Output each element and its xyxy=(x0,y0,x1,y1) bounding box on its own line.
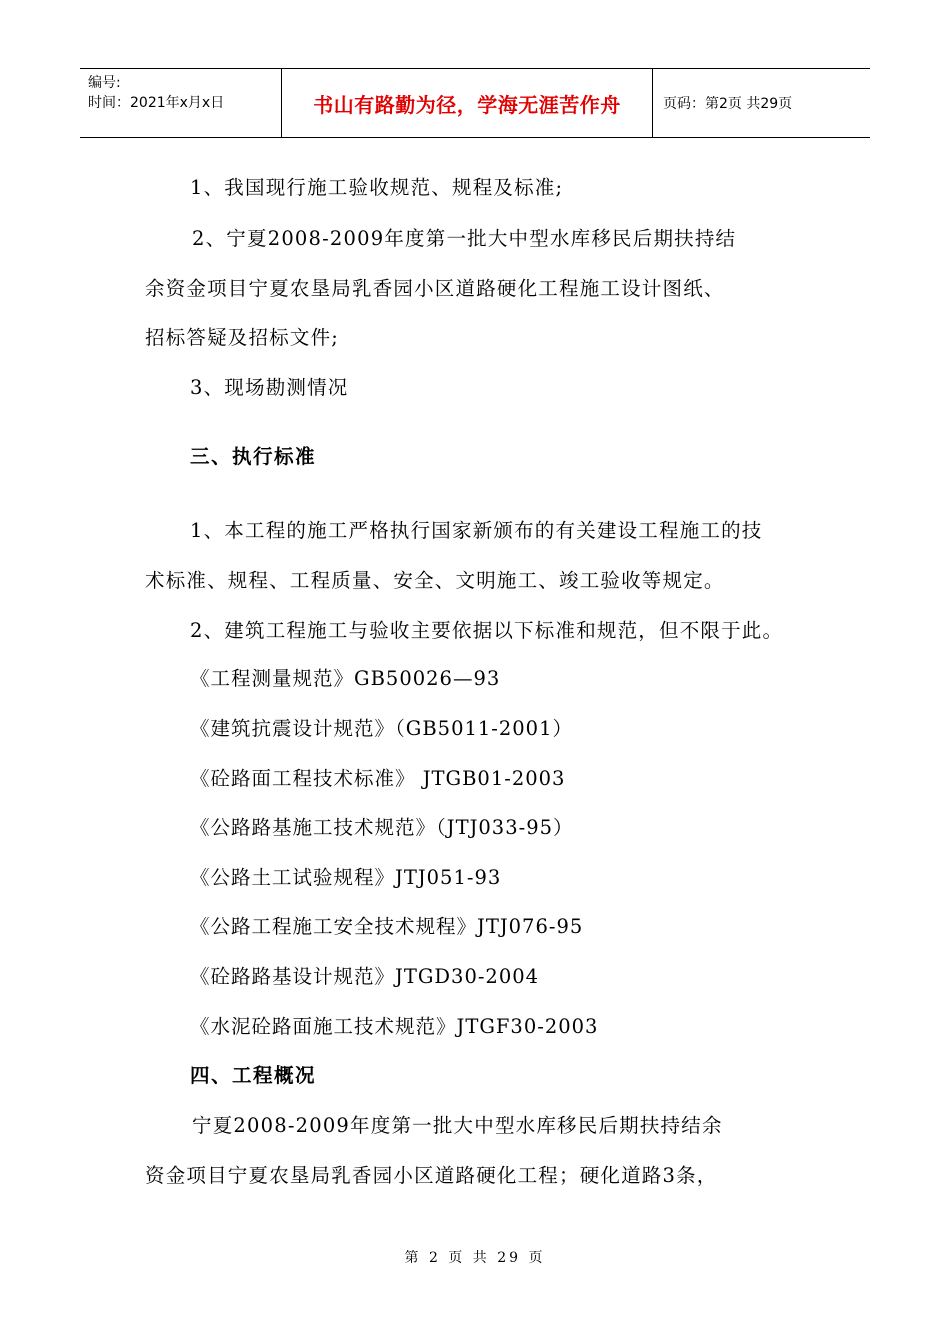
basis-item-2-line-3: 招标答疑及招标文件; xyxy=(145,326,340,349)
header-motto: 书山有路勤为径，学海无涯苦作舟 xyxy=(282,69,653,137)
standard-para-2: 2、建筑工程施工与验收主要依据以下标准和规范，但不限于此。 xyxy=(190,619,784,642)
standard-item: 《公路路基施工技术规范》（JTJ033-95） xyxy=(190,816,574,839)
standard-item: 《砼路路基设计规范》JTGD30-2004 xyxy=(190,965,540,988)
standard-item: 《水泥砼路面施工技术规范》JTGF30-2003 xyxy=(190,1015,599,1038)
overview-line-1: 宁夏2008-2009年度第一批大中型水库移民后期扶持结余 xyxy=(192,1114,723,1137)
basis-item-2-line-1: 2、宁夏2008-2009年度第一批大中型水库移民后期扶持结 xyxy=(192,227,737,250)
standard-item: 《公路工程施工安全技术规程》JTJ076-95 xyxy=(190,915,584,938)
section-4-heading: 四、工程概况 xyxy=(190,1064,317,1087)
basis-item-1: 1、我国现行施工验收规范、规程及标准; xyxy=(190,176,564,199)
standard-item: 《建筑抗震设计规范》（GB5011-2001） xyxy=(190,717,573,740)
basis-item-2-line-2: 余资金项目宁夏农垦局乳香园小区道路硬化工程施工设计图纸、 xyxy=(145,277,725,300)
standard-item: 《工程测量规范》GB50026—93 xyxy=(190,667,501,690)
section-3-heading: 三、执行标准 xyxy=(190,445,317,468)
standard-item: 《砼路面工程技术标准》 JTGB01-2003 xyxy=(190,767,566,790)
standard-para-1-line-1: 1、本工程的施工严格执行国家新颁布的有关建设工程施工的技 xyxy=(190,519,763,542)
page-footer: 第 2 页 共 29 页 xyxy=(404,1250,546,1266)
standard-para-1-line-2: 术标准、规程、工程质量、安全、文明施工、竣工验收等规定。 xyxy=(145,569,725,592)
header-meta xyxy=(80,69,282,137)
page-header xyxy=(80,68,870,138)
standard-item: 《公路土工试验规程》JTJ051-93 xyxy=(190,866,502,889)
serial-label: 编号: xyxy=(88,75,121,91)
date-line: 时间：2021年x月x日 xyxy=(88,95,225,111)
basis-item-3: 3、现场勘测情况 xyxy=(190,376,349,399)
overview-line-2: 资金项目宁夏农垦局乳香园小区道路硬化工程；硬化道路3条， xyxy=(145,1164,718,1187)
header-page-info: 页码：第2页 共29页 xyxy=(663,96,793,112)
